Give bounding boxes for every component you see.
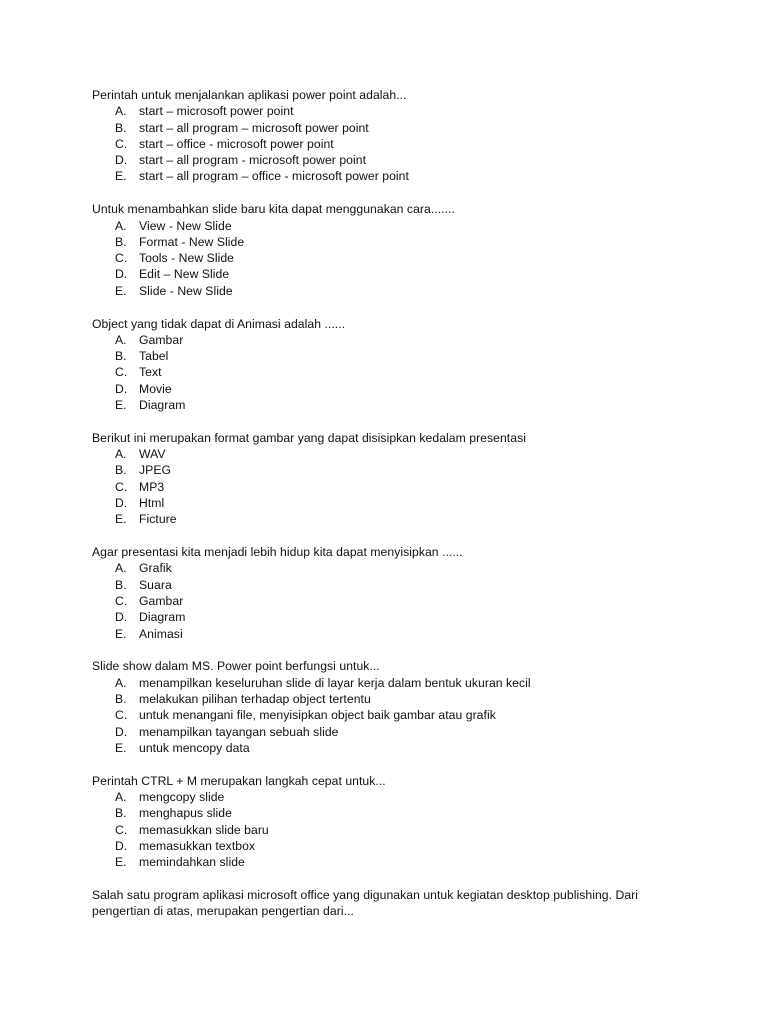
option-text: Gambar — [139, 332, 184, 347]
option-text: menampilkan keseluruhan slide di layar kerja dalam bentuk ukuran kecil — [139, 675, 531, 690]
answer-option — [92, 724, 692, 740]
option-list — [92, 103, 692, 184]
answer-option — [92, 168, 692, 184]
option-letter: C. — [115, 822, 128, 837]
option-text: Suara — [139, 577, 172, 592]
question-text: Salah satu program aplikasi microsoft office yang digunakan untuk kegiatan desktop publishing. Dari pengertian di atas, merupakan pengertian dari... — [92, 887, 639, 919]
option-letter: A. — [115, 561, 127, 576]
answer-option — [92, 626, 692, 642]
answer-option — [92, 511, 692, 527]
option-letter: D. — [115, 724, 128, 739]
answer-option — [92, 381, 692, 397]
option-text: Grafik — [139, 561, 172, 576]
answer-option — [92, 495, 692, 511]
answer-option — [92, 364, 692, 380]
option-text: start – all program – microsoft power point — [139, 120, 369, 135]
answer-option — [92, 740, 692, 756]
option-text: Tabel — [139, 349, 169, 364]
question-text: Berikut ini merupakan format gambar yang dapat disisipkan kedalam presentasi — [92, 430, 526, 445]
option-text: View - New Slide — [139, 218, 232, 233]
option-letter: E. — [115, 169, 127, 184]
option-letter: C. — [115, 251, 128, 266]
answer-option — [92, 234, 692, 250]
option-text: mengcopy slide — [139, 789, 225, 804]
option-letter: A. — [115, 104, 127, 119]
quiz-content — [92, 87, 692, 936]
answer-option — [92, 266, 692, 282]
option-text: start – microsoft power point — [139, 104, 294, 119]
answer-option — [92, 103, 692, 119]
answer-option — [92, 609, 692, 625]
question-3 — [92, 316, 692, 414]
question-text: Perintah CTRL + M merupakan langkah cepat untuk... — [92, 773, 386, 788]
option-list — [92, 675, 692, 756]
option-letter: A. — [115, 447, 127, 462]
option-letter: C. — [115, 479, 128, 494]
answer-option — [92, 332, 692, 348]
answer-option — [92, 822, 692, 838]
option-text: start – office - microsoft power point — [139, 136, 334, 151]
option-letter: D. — [115, 153, 128, 168]
answer-option — [92, 250, 692, 266]
option-letter: B. — [115, 806, 127, 821]
option-text: WAV — [139, 447, 166, 462]
option-letter: B. — [115, 234, 127, 249]
answer-option — [92, 479, 692, 495]
option-letter: B. — [115, 692, 127, 706]
question-5 — [92, 544, 692, 642]
option-text: untuk menangani file, menyisipkan object baik gambar atau grafik — [139, 708, 496, 723]
option-list — [92, 332, 692, 413]
option-text: melakukan pilihan terhadap object tertentu — [139, 692, 371, 706]
option-text: Edit – New Slide — [139, 267, 230, 282]
option-letter: E. — [115, 512, 127, 527]
answer-option — [92, 120, 692, 136]
option-letter: A. — [115, 332, 127, 347]
answer-option — [92, 805, 692, 821]
answer-option — [92, 462, 692, 478]
question-1 — [92, 87, 692, 185]
option-text: memasukkan textbox — [139, 838, 256, 853]
answer-option — [92, 691, 692, 707]
answer-option — [92, 136, 692, 152]
answer-option — [92, 446, 692, 462]
option-letter: D. — [115, 496, 128, 511]
option-text: start – all program – office - microsoft power point — [139, 169, 409, 184]
option-letter: C. — [115, 136, 128, 151]
question-2 — [92, 201, 692, 299]
question-4 — [92, 430, 692, 528]
answer-option — [92, 283, 692, 299]
answer-option — [92, 348, 692, 364]
answer-option — [92, 838, 692, 854]
option-list — [92, 218, 692, 299]
option-text: Tools - New Slide — [139, 251, 234, 266]
option-text: JPEG — [139, 463, 172, 478]
option-text: Animasi — [139, 626, 183, 641]
option-list — [92, 560, 692, 641]
option-text: Html — [139, 496, 165, 511]
option-text: Diagram — [139, 398, 186, 413]
option-text: MP3 — [139, 479, 165, 494]
option-text: Movie — [139, 381, 172, 396]
question-text: Object yang tidak dapat di Animasi adalah ...... — [92, 316, 346, 331]
option-letter: E. — [115, 398, 127, 413]
option-letter: D. — [115, 610, 128, 625]
option-text: memasukkan slide baru — [139, 822, 269, 837]
question-text: Perintah untuk menjalankan aplikasi power point adalah... — [92, 88, 407, 102]
option-text: untuk mencopy data — [139, 740, 250, 755]
answer-option — [92, 593, 692, 609]
option-text: Slide - New Slide — [139, 283, 233, 298]
answer-option — [92, 397, 692, 413]
question-text: Untuk menambahkan slide baru kita dapat menggunakan cara....... — [92, 202, 455, 217]
answer-option — [92, 707, 692, 723]
question-6 — [92, 658, 692, 756]
option-letter: B. — [115, 577, 127, 592]
option-letter: C. — [115, 594, 128, 609]
option-letter: E. — [115, 626, 127, 641]
option-letter: D. — [115, 838, 128, 853]
option-letter: E. — [115, 855, 127, 870]
option-letter: B. — [115, 349, 127, 364]
answer-option — [92, 218, 692, 234]
option-text: Gambar — [139, 594, 184, 609]
option-list — [92, 789, 692, 870]
option-text: menampilkan tayangan sebuah slide — [139, 724, 339, 739]
option-letter: D. — [115, 381, 128, 396]
answer-option — [92, 152, 692, 168]
question-text: Agar presentasi kita menjadi lebih hidup kita dapat menyisipkan ...... — [92, 545, 463, 560]
option-letter: A. — [115, 675, 127, 690]
option-letter: C. — [115, 365, 128, 380]
answer-option — [92, 675, 692, 691]
answer-option — [92, 854, 692, 870]
option-text: Text — [139, 365, 162, 380]
option-text: menghapus slide — [139, 806, 232, 821]
option-text: Ficture — [139, 512, 177, 527]
option-letter: E. — [115, 283, 127, 298]
option-letter: B. — [115, 463, 127, 478]
option-text: memindahkan slide — [139, 855, 245, 870]
answer-option — [92, 789, 692, 805]
option-list — [92, 446, 692, 527]
option-text: start – all program - microsoft power point — [139, 153, 367, 168]
answer-option — [92, 577, 692, 593]
question-list — [92, 87, 692, 870]
option-letter: A. — [115, 218, 127, 233]
option-letter: B. — [115, 120, 127, 135]
option-letter: E. — [115, 740, 127, 755]
option-letter: C. — [115, 708, 128, 723]
question-7 — [92, 773, 692, 871]
question-8 — [92, 887, 692, 920]
option-letter: D. — [115, 267, 128, 282]
option-text: Diagram — [139, 610, 186, 625]
question-text: Slide show dalam MS. Power point berfungsi untuk... — [92, 659, 380, 674]
option-letter: A. — [115, 789, 127, 804]
answer-option — [92, 560, 692, 576]
option-text: Format - New Slide — [139, 234, 245, 249]
